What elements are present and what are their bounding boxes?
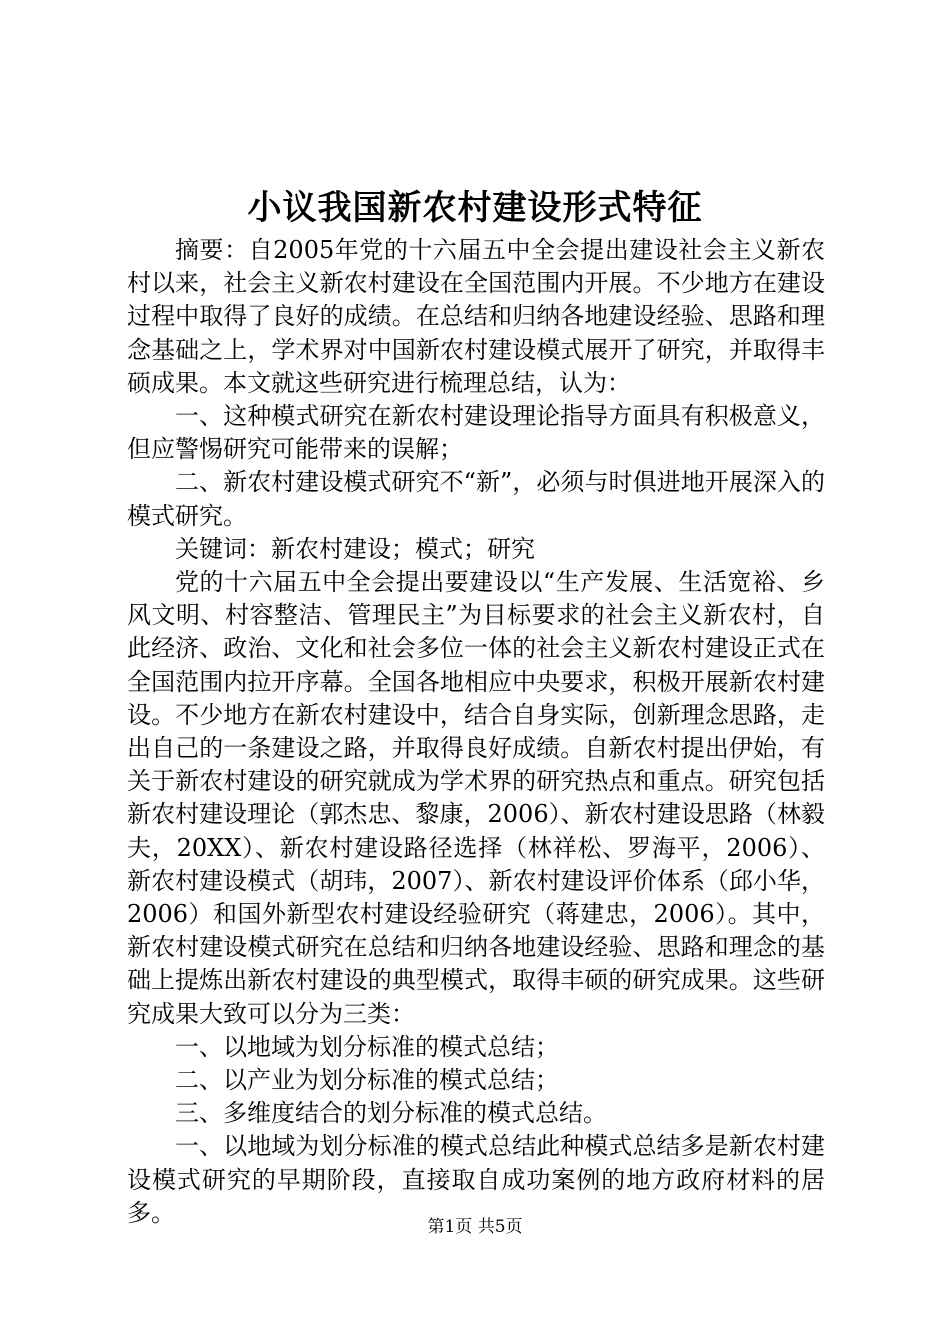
body-paragraph: 党的十六届五中全会提出要建设以“生产发展、生活宽裕、乡风文明、村容整洁、管理民主”为目标要求的社会主义新农村，自此经济、政治、文化和社会多位一体的社会主义新农村建设正式在全国范围内拉开序幕。全国各地相应中央要求，积极开展新农村建设。不少地方在新农村建设中，结合自身实际，创新理念思路，走出自己的一条建设之路，并取得良好成绩。自新农村提出伊始，有关于新农村建设的研究就成为学术界的研究热点和重点。研究包括新农村建设理论（郭杰忠、黎康，2006）、新农村建设思路（林毅夫，20XX）、新农村建设路径选择（林祥松、罗海平，2006）、新农村建设模式（胡玮，2007）、新农村建设评价体系（邱小华，2006）和国外新型农村建设经验研究（蒋建忠，2006）。其中，新农村建设模式研究在总结和归纳各地建设经验、思路和理念的基础上提炼出新农村建设的典型模式，取得丰硕的研究成果。这些研究成果大致可以分为三类： xyxy=(127,568,825,1028)
classification-item-one: 一、以地域为划分标准的模式总结； xyxy=(175,1032,559,1061)
document-title: 小议我国新农村建设形式特征 xyxy=(247,188,703,228)
page-number-footer: 第1页 共5页 xyxy=(427,1217,523,1237)
abstract-point-one: 一、这种模式研究在新农村建设理论指导方面具有积极意义，但应警惕研究可能带来的误解； xyxy=(127,402,825,464)
section-one-paragraph: 一、以地域为划分标准的模式总结此种模式总结多是新农村建设模式研究的早期阶段，直接取自成功案例的地方政府材料的居多。 xyxy=(127,1132,825,1227)
classification-item-two: 二、以产业为划分标准的模式总结； xyxy=(175,1066,559,1095)
keywords-paragraph: 关键词：新农村建设；模式；研究 xyxy=(175,534,535,563)
abstract-point-two: 二、新农村建设模式研究不“新”，必须与时俱进地开展深入的模式研究。 xyxy=(127,468,825,530)
classification-item-three: 三、多维度结合的划分标准的模式总结。 xyxy=(175,1099,607,1128)
document-body xyxy=(127,234,825,1230)
abstract-paragraph: 摘要：自2005年党的十六届五中全会提出建设社会主义新农村以来，社会主义新农村建设在全国范围内开展。不少地方在建设过程中取得了良好的成绩。在总结和归纳各地建设经验、思路和理念基础之上，学术界对中国新农村建设模式展开了研究，并取得丰硕成果。本文就这些研究进行梳理总结，认为： xyxy=(127,236,825,397)
